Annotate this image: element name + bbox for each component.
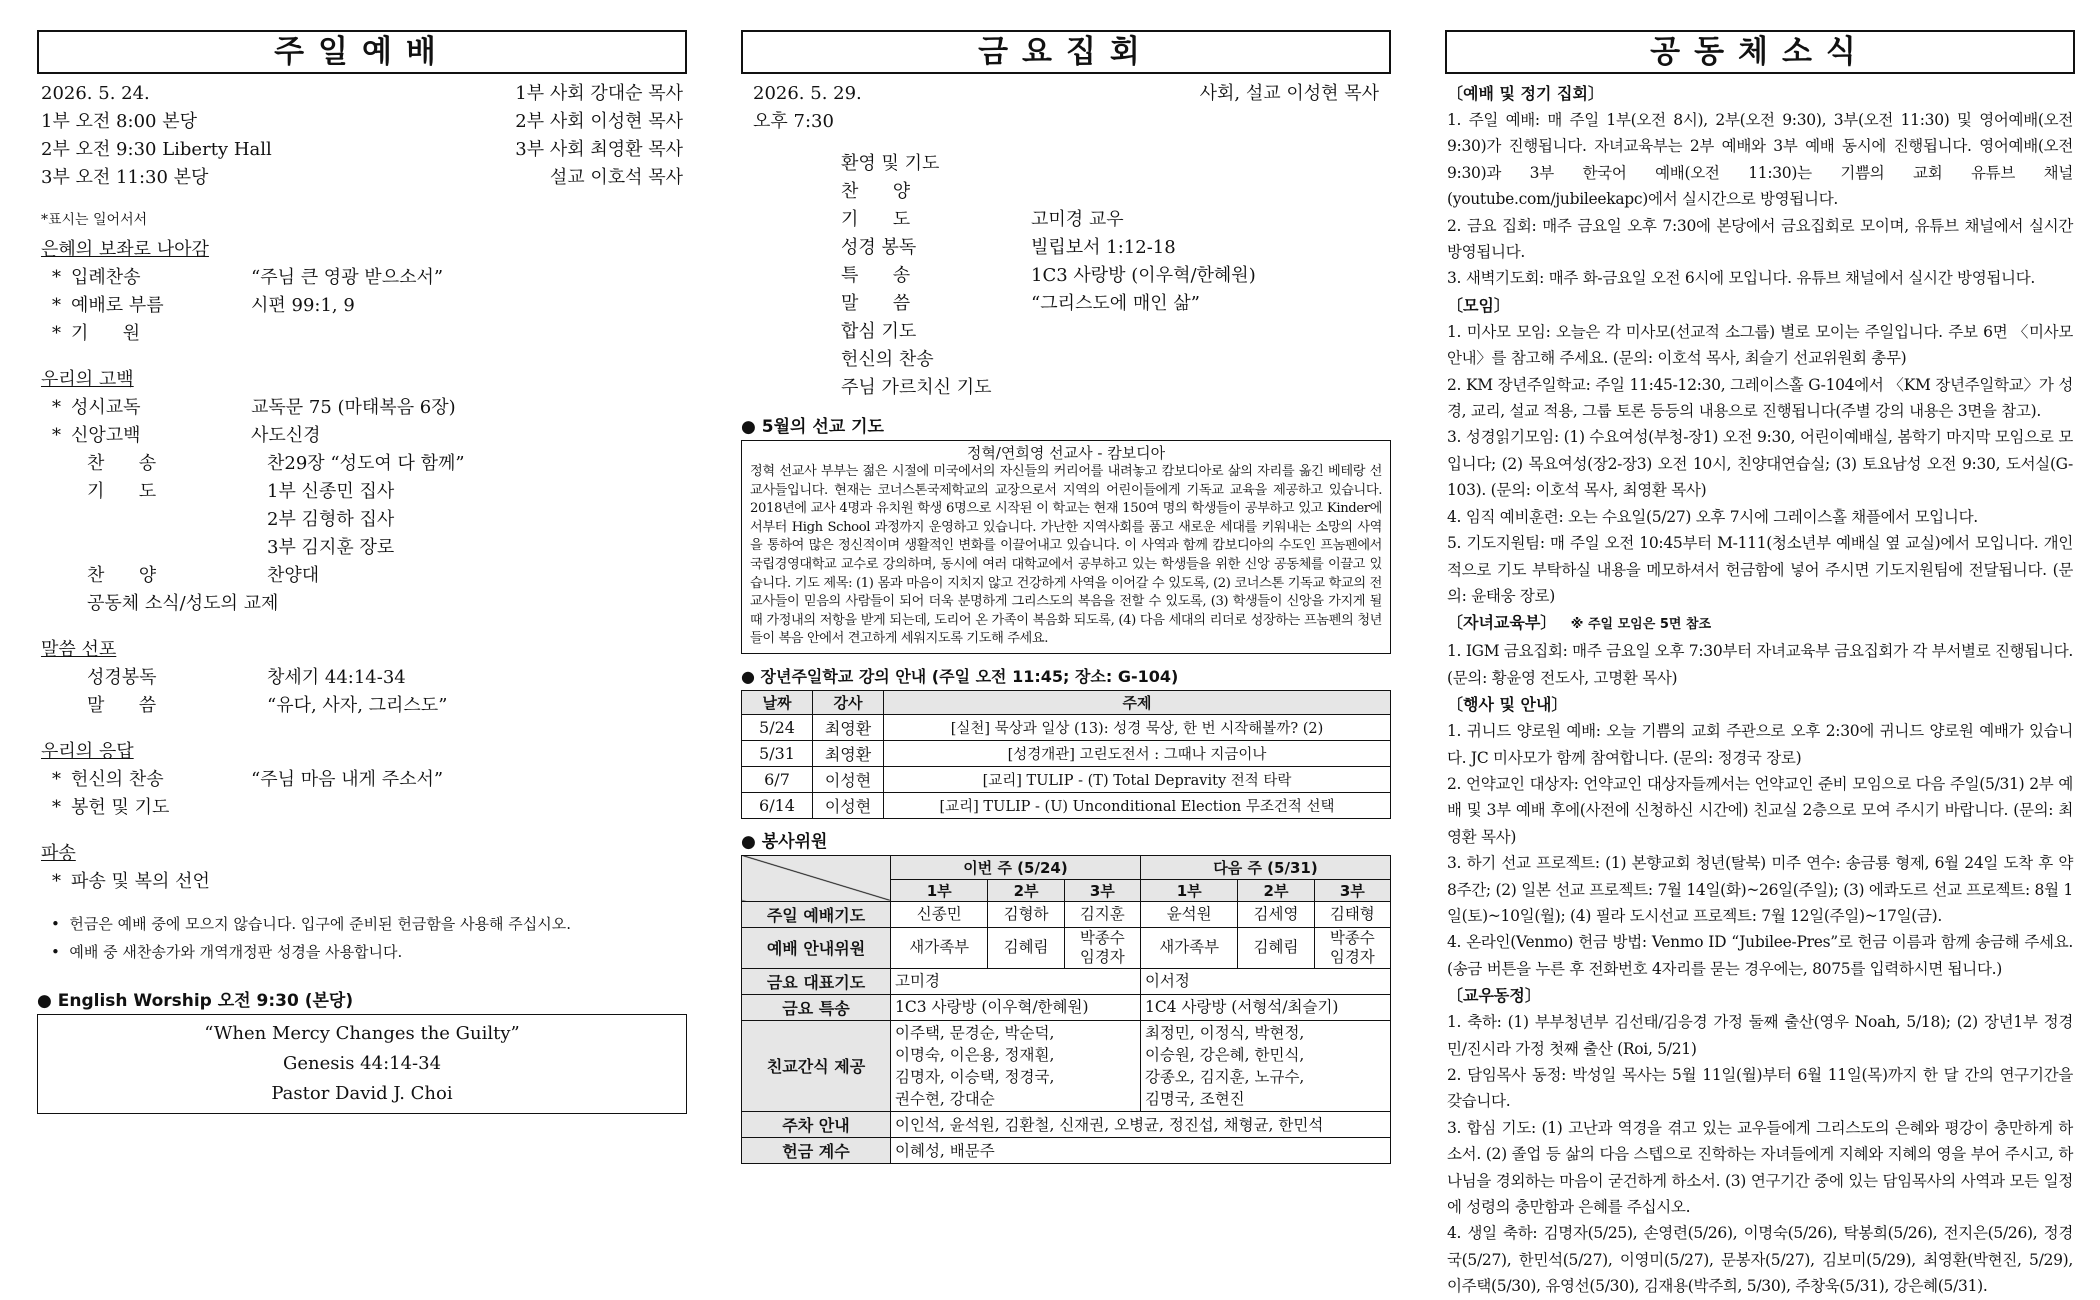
item-value: [1031, 374, 1391, 402]
table-row: [742, 714, 1391, 740]
service-cell: 박종수 임경자: [1314, 927, 1390, 968]
friday-title: 금요집회: [741, 30, 1391, 74]
item-value: [1031, 150, 1391, 178]
part-header: 2부: [1238, 879, 1314, 901]
stand-marker: *: [52, 397, 61, 418]
table-cell: 최영환: [813, 714, 884, 740]
item-label: 특 송: [841, 265, 911, 286]
stand-marker: [41, 590, 61, 618]
service-cell: 새가족부: [1140, 927, 1237, 968]
note-text: 헌금은 예배 중에 모으지 않습니다. 입구에 준비된 헌금함을 사용해 주십시오.: [69, 915, 572, 933]
news-heading: 〔예배 및 정기 집회〕: [1447, 84, 1604, 103]
item-value: 창세기 44:14-34: [267, 667, 406, 688]
worship-item: [41, 292, 687, 320]
service-cell: 김세영: [1238, 901, 1314, 927]
item-label: [61, 534, 267, 562]
table-row: [742, 766, 1391, 792]
service-cell: 김혜림: [988, 927, 1064, 968]
stand-marker: [41, 562, 61, 590]
worship-item: [41, 794, 687, 822]
news-title: 공동체소식: [1445, 30, 2075, 74]
item-value: 시편 99:1, 9: [251, 295, 355, 316]
table-row: [742, 792, 1391, 818]
service-cell: 김혜림: [1238, 927, 1314, 968]
news-item: 1. IGM 금요집회: 매주 금요일 오후 7:30부터 자녀교육부 금요집회가 각 부서별로 진행됩니다. (문의: 황윤영 전도사, 고명환 목사): [1447, 642, 2073, 687]
friday-item: [841, 206, 1391, 234]
english-scripture: Genesis 44:14-34: [282, 1053, 442, 1074]
news-item: 5. 기도지원팀: 매 주일 오전 10:45부터 M-111(청소년부 예배실 옆 교실)에서 모입니다. 개인적으로 기도 부탁하실 내용을 메모하셔서 헌금함에 넣어 주시면 기도지원팀에 전달됩니다. (문의: 윤태웅 장로): [1447, 534, 2073, 605]
news-body: [1445, 80, 2075, 1300]
lecture-table: [741, 690, 1391, 819]
leader-line: 설교 이호석 목사: [549, 167, 683, 188]
service-cell: 이혜성, 배문주: [891, 1137, 1391, 1163]
service-label: 친교간식 제공: [742, 1020, 891, 1111]
note-item: • 예배 중 새찬송가와 개역개정판 성경을 사용합니다.: [51, 943, 403, 961]
service-cell: 김형하: [988, 901, 1064, 927]
worship-item: [41, 478, 687, 506]
table-row: [742, 740, 1391, 766]
stand-marker: [41, 450, 61, 478]
worship-item: [41, 394, 687, 422]
friday-item: [841, 262, 1391, 290]
worship-date: 2026. 5. 24.: [41, 83, 150, 104]
mission-body: 정혁 선교사 부부는 젊은 시절에 미국에서의 자신들의 커리어를 내려놓고 캄보디아로 삶의 자리를 옮긴 베테랑 선교사들입니다. 현재는 코너스톤국제학교의 교장으로서 지역의 어린이들에게 기독교 교육을 제공하고 있습니다. 2018년에 교사 4명과 유치원 학생 6명으로 시작된 이 학교는 현재 150여 명의 학생들이 공부하고 있고 Kinder에서부터 High School 과정까지 운영하고 있습니다. 가난한 지역사회를 품고 새로운 세대를 키워내는 소망의 사역을 통하여 많은 정신적이며 생활적인 변화를 이끌어내고 있습니다. 이 사역과 함께 캄보디아의 수도인 프놈펜에서 국립경영대학교 교수로 강의하며, 동시에 여러 대학교에서 공부하고 있는 학생들을 위한 신앙 공동체를 이끌고 있습니다. 기도 제목: (1) 몸과 마음이 지치지 않고 건강하게 사역을 이어갈 수 있도록, (2) 코너스톤 기독교 학교의 전교사들이 믿음의 사람들이 되어 더욱 분명하게 그리스도의 복음을 전할 수 있도록, (3) 학생들이 신앙을 가지게 될 때 가정내의 저항을 받게 되는데, 도리어 온 가족이 복음화 되도록, (4) 다음 세대의 리더로 성장하는 프놈펜의 청년들이 복음 안에서 견고하게 세워지도록 기도해 주세요.: [750, 464, 1382, 647]
mission-heading: ● 5월의 선교 기도: [741, 417, 884, 437]
item-value: “그리스도에 매인 삶”: [1031, 293, 1200, 314]
english-worship-heading: ● English Worship 오전 9:30 (본당): [37, 991, 354, 1011]
friday-item: [841, 150, 1391, 178]
news-item: 3. 합심 기도: (1) 고난과 역경을 겪고 있는 교우들에게 그리스도의 은혜와 평강이 충만하게 하소서. (2) 졸업 등 삶의 다음 스텝으로 진학하는 자녀들에게 지혜와 지혜의 영을 부어 주시고, 하나님을 경외하는 마음이 굳건하게 하소서. (3) 연구기간 중에 있는 담임목사의 사역과 모든 일정에 성령의 충만함과 은혜를 주십시오.: [1447, 1118, 2073, 1217]
stand-marker: [41, 478, 61, 506]
service-cell-this: 이주택, 문경순, 박순덕, 이명숙, 이은용, 정재훤, 김명자, 이승택, 정경국, 권수현, 강대순: [891, 1020, 1141, 1111]
service-cell: 박종수 임경자: [1064, 927, 1140, 968]
item-value: 찬양대: [267, 565, 320, 586]
worship-notes: [37, 910, 687, 966]
item-value: 찬29장 “성도여 다 함께”: [267, 453, 465, 474]
item-value: [471, 868, 687, 896]
note-text: 예배 중 새찬송가와 개역개정판 성경을 사용합니다.: [69, 943, 403, 961]
worship-item: [41, 590, 687, 618]
worship-times: [41, 80, 272, 192]
item-value: 1부 신종민 집사: [267, 481, 395, 502]
section-heading: 우리의 응답: [41, 741, 134, 762]
item-label: 헌신의 찬송: [71, 769, 164, 790]
part-header: 2부: [988, 879, 1064, 901]
item-value: [1031, 346, 1391, 374]
english-sermon-title: “When Mercy Changes the Guilty”: [204, 1023, 520, 1044]
order-of-worship: [37, 236, 687, 896]
part-header: 1부: [891, 879, 988, 901]
stand-marker: *: [52, 769, 61, 790]
worship-item: [41, 562, 687, 590]
table-cell: [교리] TULIP - (T) Total Depravity 전적 타락: [884, 766, 1391, 792]
item-label: 입례찬송: [71, 267, 141, 288]
friday-leader: 사회, 설교 이성현 목사: [1199, 83, 1379, 104]
stand-marker: *: [52, 295, 61, 316]
table-cell: [실천] 묵상과 일상 (13): 성경 묵상, 한 번 시작해볼까? (2): [884, 714, 1391, 740]
item-value: [1031, 318, 1391, 346]
news-heading: 〔교우동정〕: [1447, 986, 1541, 1006]
worship-leaders: [515, 80, 683, 192]
friday-item: [841, 178, 1391, 206]
service-heading: ● 봉사위원: [741, 831, 828, 852]
english-preacher: Pastor David J. Choi: [271, 1083, 453, 1104]
table-cell: [교리] TULIP - (U) Unconditional Election 무조건적 선택: [884, 792, 1391, 818]
friday-time: 오후 7:30: [753, 111, 834, 132]
service-row: [742, 927, 1391, 968]
service-label: 금요 특송: [742, 994, 891, 1020]
worship-item: [41, 868, 687, 896]
news-item: 4. 임직 예비훈련: 오는 수요일(5/27) 오후 7시에 그레이스홀 채플에서 모입니다.: [1447, 507, 1978, 526]
item-label: 성경봉독: [87, 667, 157, 688]
service-cell: 새가족부: [891, 927, 988, 968]
service-row: [742, 1137, 1391, 1163]
service-cell-next: 1C4 사랑방 (서형석/최슬기): [1140, 994, 1390, 1020]
item-label: 봉헌 및 기도: [71, 797, 170, 818]
item-label: 신앙고백: [71, 425, 141, 446]
next-week-header: 다음 주 (5/31): [1140, 855, 1390, 879]
item-value: 빌립보서 1:12-18: [1031, 237, 1176, 258]
service-row: [742, 901, 1391, 927]
news-item: 3. 하기 선교 프로젝트: (1) 본향교회 청년(탈북) 미주 연수: 송금룡 형제, 6월 24일 도착 후 약 8주간; (2) 일본 선교 프로젝트: 7월 14일(화)~26일(주일); (3) 에콰도르 선교 프로젝트: 8월 1일(토)~10일(월); (4) 필라 도시선교 프로젝트: 7월 12일(주일)~17일(금).: [1447, 854, 2073, 925]
item-label: 말 씀: [87, 695, 157, 716]
stand-marker: *: [52, 797, 61, 818]
news-item: 4. 생일 축하: 김명자(5/25), 손영련(5/26), 이명숙(5/26), 탁봉희(5/26), 전지은(5/26), 정경국(5/27), 한민석(5/27), 이영미(5/27), 문봉자(5/27), 김보미(5/29), 최영환(박현진, 5/29), 이주택(5/30), 유영선(5/30), 김재용(박주희, 5/30), 주창욱(5/31), 강은혜(5/31).: [1447, 1224, 2073, 1296]
item-label: 기 원: [71, 323, 141, 344]
news-item: 2. KM 장년주일학교: 주일 11:45-12:30, 그레이스홀 G-104에서 〈KM 장년주일학교〉가 성경, 교리, 설교 적용, 그룹 토론 등등의 내용으로 진행됩니다(주별 강의 내용은 3면을 참고).: [1447, 375, 2073, 421]
friday-order: [841, 150, 1391, 402]
part-header: 3부: [1314, 879, 1390, 901]
news-item: 1. 미사모 모임: 오늘은 각 미사모(선교적 소그룹) 별로 모이는 주일입니다. 주보 6면 〈미사모 안내〉를 참고해 주세요. (문의: 이호석 목사, 최슬기 선교위원회 총무): [1447, 322, 2073, 368]
friday-item: [841, 318, 1391, 346]
stand-marker: [41, 506, 61, 534]
service-cell: 이인석, 윤석원, 김환철, 신재권, 오병균, 정진섭, 채형균, 한민석: [891, 1111, 1391, 1137]
service-row: [742, 1020, 1391, 1111]
news-heading: 〔행사 및 안내〕: [1447, 695, 1568, 715]
worship-item: [41, 664, 687, 692]
lecture-body: [742, 714, 1391, 818]
english-worship-box: [37, 1014, 687, 1114]
item-label: 환영 및 기도: [841, 153, 940, 174]
leader-line: 3부 사회 최영환 목사: [515, 139, 683, 160]
stand-marker: *: [52, 267, 61, 288]
table-cell: 이성현: [813, 792, 884, 818]
item-label: 파송 및 복의 선언: [71, 871, 210, 892]
service-week-row: [742, 855, 1391, 879]
item-label: 말 씀: [841, 293, 911, 314]
service-cell-this: 1C3 사랑방 (이우혁/한혜원): [891, 994, 1141, 1020]
item-label: 기 도: [841, 209, 911, 230]
worship-item: [41, 692, 687, 720]
item-label: 예배로 부름: [71, 295, 164, 316]
item-label: 찬 양: [841, 181, 911, 202]
lecture-header-cell: 강사: [813, 690, 884, 714]
table-cell: 6/7: [742, 766, 813, 792]
service-row: [742, 994, 1391, 1020]
section-heading: 말씀 선포: [41, 639, 117, 660]
worship-item: [41, 534, 687, 562]
item-value: [251, 794, 687, 822]
service-cell: 김태형: [1314, 901, 1390, 927]
worship-column: [37, 30, 687, 1114]
news-heading-note: ※ 주일 모임은 5면 참조: [1566, 617, 1712, 633]
mission-subtitle: 정혁/연희영 선교사 - 캄보디아: [966, 444, 1166, 462]
section-heading: 파송: [41, 843, 76, 864]
worship-header: [37, 80, 687, 192]
item-value: 2부 김형하 집사: [267, 509, 395, 530]
news-item: 2. 금요 집회: 매주 금요일 오후 7:30에 본당에서 금요집회로 모이며, 유튜브 채널에서 실시간 방영됩니다.: [1447, 216, 2073, 262]
item-label: 공동체 소식/성도의 교제: [87, 593, 279, 614]
news-item: 1. 주일 예배: 매 주일 1부(오전 8시), 2부(오전 9:30), 3부(오전 11:30) 및 영어예배(오전 9:30)가 진행됩니다. 자녀교육부는 2부 예배와 3부 예배 동시에 진행됩니다. 영어예배(오전 9:30)과 3부 한국어 예배(오전 11:30)는 기쁨의 교회 유튜브 채널(youtube.com/jubileekapc)에서 실시간으로 방영됩니다.: [1447, 111, 2073, 209]
service-label: 헌금 계수: [742, 1137, 891, 1163]
news-item: 1. 귀니드 양로원 예배: 오늘 기쁨의 교회 주관으로 오후 2:30에 귀니드 양로원 예배가 있습니다. JC 미사모가 함께 참여합니다. (문의: 정경국 장로): [1447, 722, 2073, 767]
worship-time-1: 1부 오전 8:00 본당: [41, 111, 197, 132]
service-row: [742, 968, 1391, 994]
service-row: [742, 1111, 1391, 1137]
item-label: 성시교독: [71, 397, 141, 418]
friday-item: [841, 374, 1391, 402]
table-cell: 5/24: [742, 714, 813, 740]
item-value: [251, 320, 687, 348]
item-label: 합심 기도: [841, 321, 917, 342]
item-value: 고미경 교우: [1031, 209, 1124, 230]
mission-box: [741, 440, 1391, 654]
lecture-heading: ● 장년주일학교 강의 안내 (주일 오전 11:45; 장소: G-104): [741, 666, 1179, 686]
news-item: 1. 축하: (1) 부부청년부 김선태/김응경 가정 둘째 출산(영우 Noah, 5/18); (2) 장년1부 정경민/진시라 가정 첫째 출산 (Roi, 5/21): [1447, 1013, 2073, 1058]
table-cell: 6/14: [742, 792, 813, 818]
service-label: 금요 대표기도: [742, 968, 891, 994]
service-table: [741, 855, 1391, 1164]
note-item: • 헌금은 예배 중에 모으지 않습니다. 입구에 준비된 헌금함을 사용해 주십시오.: [51, 915, 572, 933]
news-item: 2. 언약교인 대상자: 언약교인 대상자들께서는 언약교인 준비 모임으로 다음 주일(5/31) 2부 예배 및 3부 예배 후에(사전에 신청하신 시간에) 친교실 2층으로 모여 주시기 바랍니다. (문의: 최영환 목사): [1447, 774, 2073, 846]
item-label: 성경 봉독: [841, 237, 917, 258]
news-heading: 〔자녀교육부〕 ※ 주일 모임은 5면 참조: [1447, 613, 1712, 633]
item-label: 기 도: [87, 481, 157, 502]
stand-marker: *: [52, 323, 61, 344]
item-label: 찬 송: [87, 453, 157, 474]
news-item: 3. 새벽기도회: 매주 화-금요일 오전 6시에 모입니다. 유튜브 채널에서 실시간 방영됩니다.: [1447, 269, 2036, 288]
worship-item: [41, 320, 687, 348]
friday-item: [841, 346, 1391, 374]
worship-item: [41, 450, 687, 478]
friday-item: [841, 234, 1391, 262]
stand-marker: [41, 534, 61, 562]
service-cell: 김지훈: [1064, 901, 1140, 927]
item-label: 찬 양: [87, 565, 157, 586]
lecture-header-cell: 날짜: [742, 690, 813, 714]
service-label: 주차 안내: [742, 1111, 891, 1137]
item-value: 교독문 75 (마태복음 6장): [251, 397, 456, 418]
worship-item: [41, 264, 687, 292]
friday-column: [741, 30, 1391, 1164]
worship-item: [41, 766, 687, 794]
leader-line: 2부 사회 이성현 목사: [515, 111, 683, 132]
friday-date: 2026. 5. 29.: [753, 83, 862, 104]
table-cell: 최영환: [813, 740, 884, 766]
service-cell: 신종민: [891, 901, 988, 927]
service-label: 주일 예배기도: [742, 901, 891, 927]
friday-header: [741, 80, 1391, 136]
item-label: 헌신의 찬송: [841, 349, 934, 370]
news-item: 4. 온라인(Venmo) 헌금 방법: Venmo ID “Jubilee-Pres”로 헌금 이름과 함께 송금해 주세요. (송금 버튼을 누른 후 전화번호 4자리를 묻는 경우에는, 8075를 입력하시면 됩니다.): [1447, 933, 2073, 978]
stand-marker: [41, 664, 61, 692]
section-heading: 은혜의 보좌로 나아감: [41, 239, 209, 260]
item-label: [61, 506, 267, 534]
table-cell: 이성현: [813, 766, 884, 792]
stand-marker: *: [52, 425, 61, 446]
lecture-header-row: [742, 690, 1391, 714]
item-value: [1031, 178, 1391, 206]
worship-time-3: 3부 오전 11:30 본당: [41, 167, 209, 188]
service-corner: [742, 855, 891, 901]
service-cell-next: 최정민, 이정식, 박현정, 이승원, 강은혜, 한민식, 강종오, 김지훈, 노규수, 김명국, 조현진: [1140, 1020, 1390, 1111]
this-week-header: 이번 주 (5/24): [891, 855, 1141, 879]
worship-item: [41, 422, 687, 450]
part-header: 3부: [1064, 879, 1140, 901]
item-value: “주님 마음 내게 주소서”: [251, 769, 444, 790]
part-header: 1부: [1140, 879, 1237, 901]
table-cell: 5/31: [742, 740, 813, 766]
news-item: 3. 성경읽기모임: (1) 수요여성(부청-장1) 오전 9:30, 어린이예배실, 봄학기 마지막 모임으로 모입니다; (2) 목요여성(장2-장3) 오전 10시, 친양대연습실; (3) 토요남성 오전 9:30, 도서실(G-103). (문의: 이호석 목사, 최영환 목사): [1447, 428, 2073, 500]
section-heading: 우리의 고백: [41, 369, 134, 390]
item-label: 주님 가르치신 기도: [841, 377, 992, 398]
service-cell-this: 고미경: [891, 968, 1141, 994]
item-value: 3부 김지훈 장로: [267, 537, 395, 558]
news-item: 2. 담임목사 동정: 박성일 목사는 5월 11일(월)부터 6월 11일(목)까지 한 달 간의 연구기간을 갖습니다.: [1447, 1066, 2073, 1111]
item-value: “유다, 사자, 그리스도”: [267, 695, 448, 716]
item-value: “주님 큰 영광 받으소서”: [251, 267, 444, 288]
stand-marker: *: [52, 871, 61, 892]
item-value: 1C3 사랑방 (이우혁/한혜원): [1031, 265, 1256, 286]
friday-item: [841, 290, 1391, 318]
news-heading: 〔모임〕: [1447, 295, 1510, 315]
leader-line: 1부 사회 강대순 목사: [515, 83, 683, 104]
stand-marker: [41, 692, 61, 720]
service-label: 예배 안내위원: [742, 927, 891, 968]
worship-title: 주일예배: [37, 30, 687, 74]
worship-item: [41, 506, 687, 534]
lecture-header-cell: 주제: [884, 690, 1391, 714]
service-cell-next: 이서정: [1140, 968, 1390, 994]
table-cell: [성경개관] 고린도전서 : 그때나 지금이나: [884, 740, 1391, 766]
stand-note: *표시는 일어서서: [41, 212, 148, 228]
item-value: 사도신경: [251, 425, 321, 446]
worship-time-2: 2부 오전 9:30 Liberty Hall: [41, 139, 272, 160]
service-cell: 윤석원: [1140, 901, 1237, 927]
news-column: [1445, 30, 2075, 1300]
item-value: [487, 590, 687, 618]
